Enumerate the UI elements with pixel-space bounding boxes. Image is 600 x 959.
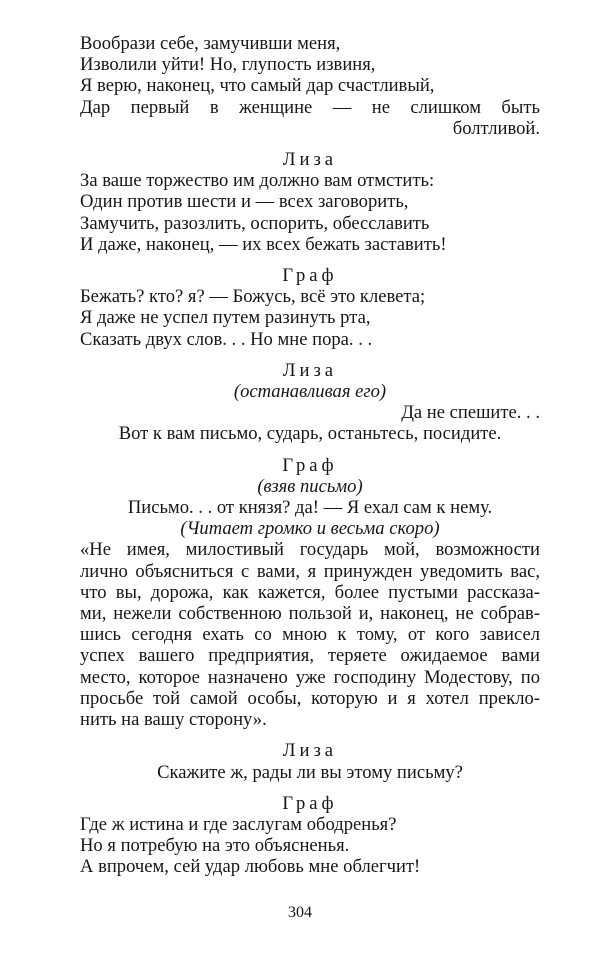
verse-line: Изволили уйти! Но, глупость извиня,	[80, 54, 376, 76]
verse-line: Скажите ж, рады ли вы этому письму?	[157, 761, 463, 783]
verse-line: Где ж истина и где заслугам ободренья?	[80, 813, 397, 835]
verse-line: Сказать двух слов. . . Но мне пора. . .	[80, 328, 373, 350]
verse-line: Бежать? кто? я? — Божусь, всё это клевета;	[80, 286, 426, 308]
verse-line: Я даже не успел путем разинуть рта,	[80, 307, 371, 329]
prose-line: место, которое назначено уже господину Модестову, по	[80, 666, 540, 688]
prose-line: шись сегодня ехать со мною к тому, от кого зависел	[80, 624, 540, 646]
prose-line: ми, нежели собственною пользой и, наконец, не собрав-	[80, 603, 540, 625]
verse-line: Один против шести и — всех заговорить,	[80, 191, 409, 213]
prose-line: «Не имея, милостивый государь мой, возможности	[80, 539, 540, 561]
verse-line: За ваше торжество им должно вам отмстить:	[80, 170, 435, 192]
verse-line: Но я потребую на это объясненья.	[80, 835, 350, 857]
speaker-name: Лиза	[282, 359, 338, 381]
prose-line: лично объясниться с вами, я принужден уведомить вас,	[80, 560, 540, 582]
verse-line: Вот к вам письмо, сударь, останьтесь, посидите.	[118, 423, 502, 445]
verse-line: Вообрази себе, замучивши меня,	[80, 33, 341, 54]
stage-direction: (взяв письмо)	[257, 475, 363, 497]
speaker-name: Лиза	[282, 149, 338, 171]
verse-line: Да не спешите. . .	[401, 402, 540, 424]
prose-line: просьбе той самой особы, которую и я хотел преклo-	[80, 687, 540, 709]
letter-text	[80, 539, 540, 730]
page-number: 304	[288, 904, 312, 921]
verse-line: И даже, наконец, — их всех бежать заставить!	[80, 233, 447, 255]
speaker-name: Граф	[282, 454, 338, 476]
verse-line: Дар первый в женщине — не слишком быть	[80, 96, 540, 118]
verse-line: А впрочем, сей удар любовь мне облегчит!	[80, 856, 421, 878]
speaker-name: Граф	[282, 792, 338, 814]
speaker-name: Лиза	[282, 740, 338, 762]
prose-line: что вы, дорожа, как кажется, более пустыми рассказа-	[80, 581, 540, 603]
prose-line: успех вашего предприятия, теряете ожидаемое вами	[80, 645, 540, 667]
prose-line: нить на вашу сторону».	[80, 709, 267, 731]
stage-direction: (останавливая его)	[233, 381, 387, 403]
verse-line: Замучить, разозлить, оспорить, обесславить	[80, 212, 430, 234]
verse-line-continuation: болтливой.	[452, 117, 540, 139]
verse-line: Письмо. . . от князя? да! — Я ехал сам к нему.	[127, 497, 493, 519]
stage-direction: (Читает громко и весьма скоро)	[180, 518, 440, 540]
speaker-name: Граф	[282, 265, 338, 287]
page-text	[80, 33, 540, 878]
verse-line: Я верю, наконец, что самый дар счастливый,	[80, 75, 435, 97]
